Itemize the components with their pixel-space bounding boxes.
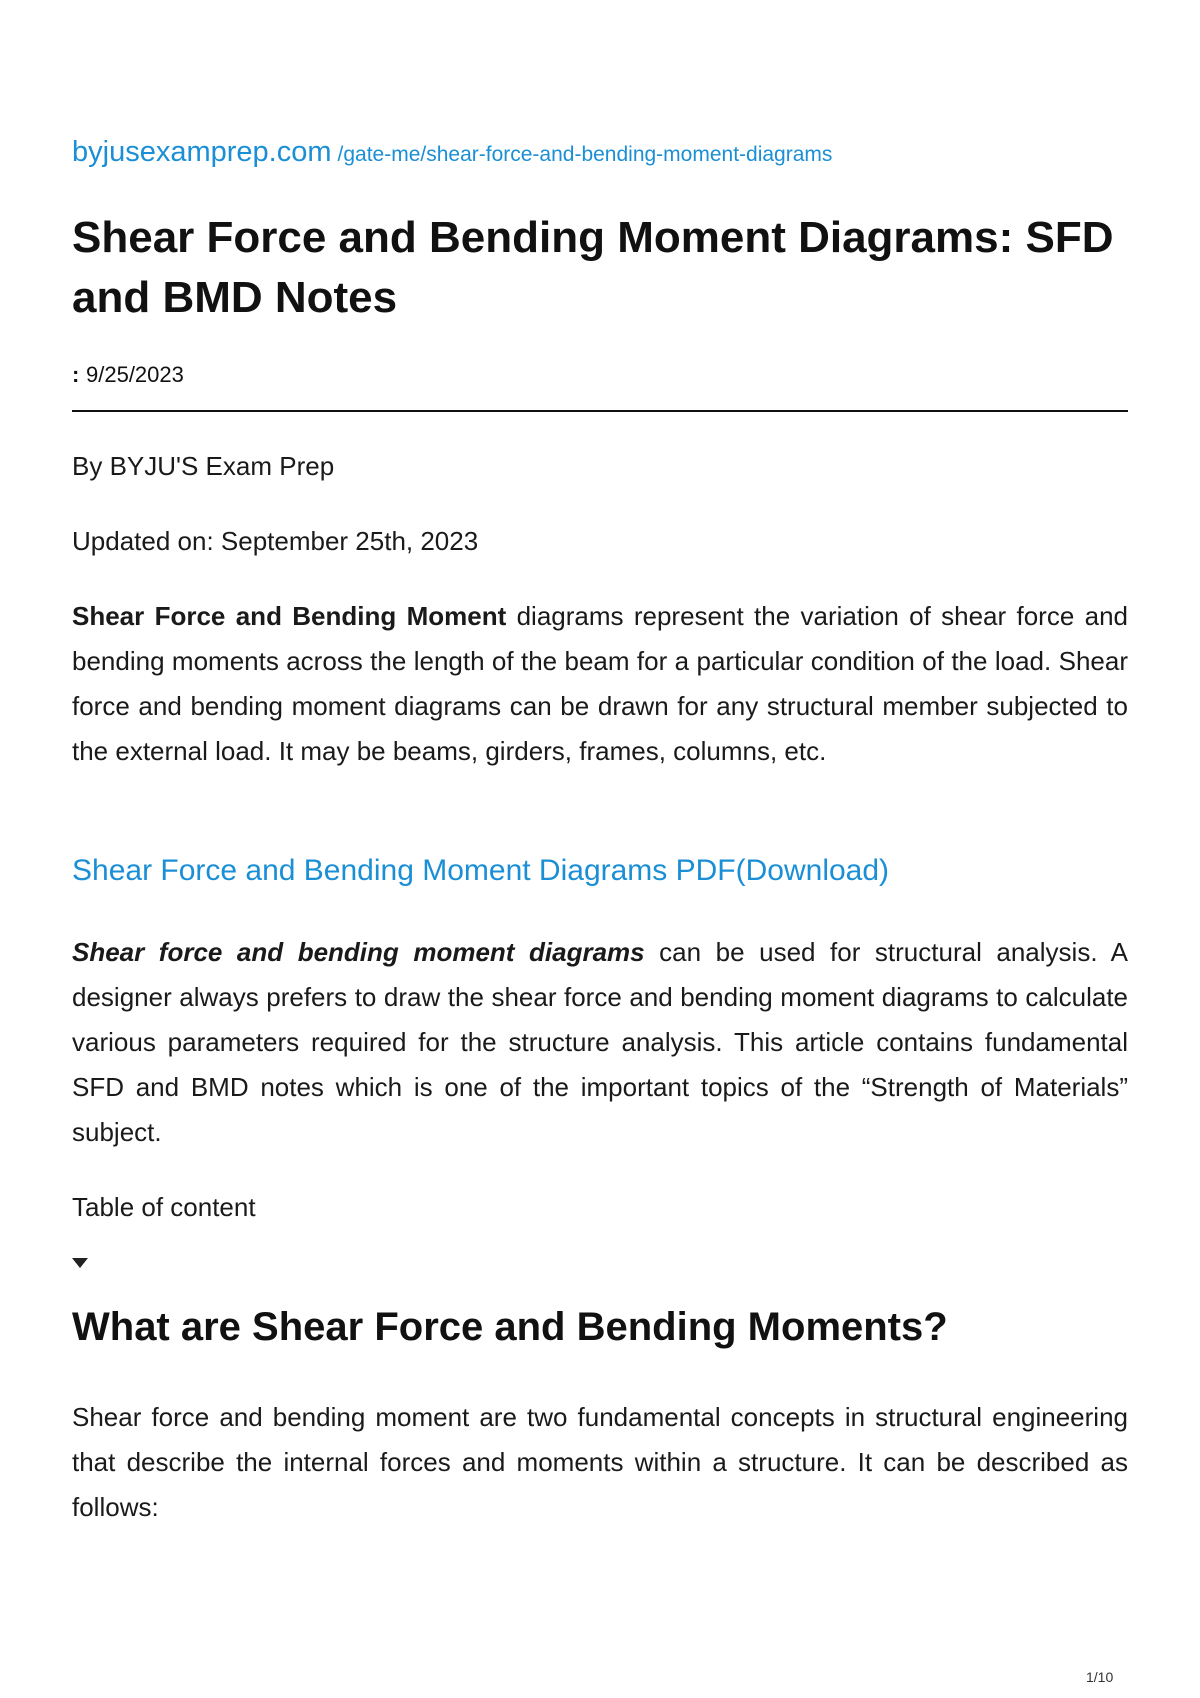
- title-divider: [72, 410, 1128, 412]
- publish-date: [72, 362, 184, 388]
- table-of-content-label: Table of content: [72, 1192, 256, 1222]
- usage-text: can be used for structural analysis. A designer always prefers to draw the shear force and bending moment diagrams to calculate various parameters required for the structure analysis. This article contains fundamental SFD and BMD notes which is one of the important topics of the “Strength of Materials” subject.: [72, 937, 1128, 1147]
- section-paragraph: Shear force and bending moment are two fundamental concepts in structural engineering that describe the internal forces and moments within a structure. It can be described as follows:: [72, 1402, 1128, 1522]
- date-value: 9/25/2023: [86, 362, 184, 387]
- triangle-down-icon[interactable]: [72, 1258, 88, 1268]
- source-url[interactable]: [72, 136, 832, 169]
- section-heading: What are Shear Force and Bending Moments?: [72, 1305, 948, 1349]
- intro-text: diagrams represent the variation of shear force and bending moments across the length of the beam for a particular condition of the load. Shear force and bending moment diagrams can be drawn for any structural member subjected to the external load. It may be beams, girders, frames, columns, etc.: [72, 601, 1129, 766]
- usage-bold-italic-text: Shear force and bending moment diagrams: [72, 937, 645, 967]
- intro-paragraph: [72, 594, 1128, 774]
- updated-line: Updated on: September 25th, 2023: [72, 526, 479, 556]
- intro-bold-text: Shear Force and Bending Moment: [72, 601, 507, 631]
- download-pdf-link[interactable]: Shear Force and Bending Moment Diagrams PDF(Download): [72, 854, 890, 887]
- page-title: Shear Force and Bending Moment Diagrams: SFD and BMD Notes: [72, 213, 1114, 322]
- page-number: 1/10: [1086, 1669, 1114, 1685]
- url-path[interactable]: /gate-me/shear-force-and-bending-moment-diagrams: [337, 143, 833, 166]
- usage-paragraph: [72, 930, 1128, 1155]
- url-domain[interactable]: byjusexamprep.com: [72, 136, 332, 168]
- author-line: By BYJU'S Exam Prep: [72, 451, 335, 481]
- date-prefix: :: [72, 362, 80, 387]
